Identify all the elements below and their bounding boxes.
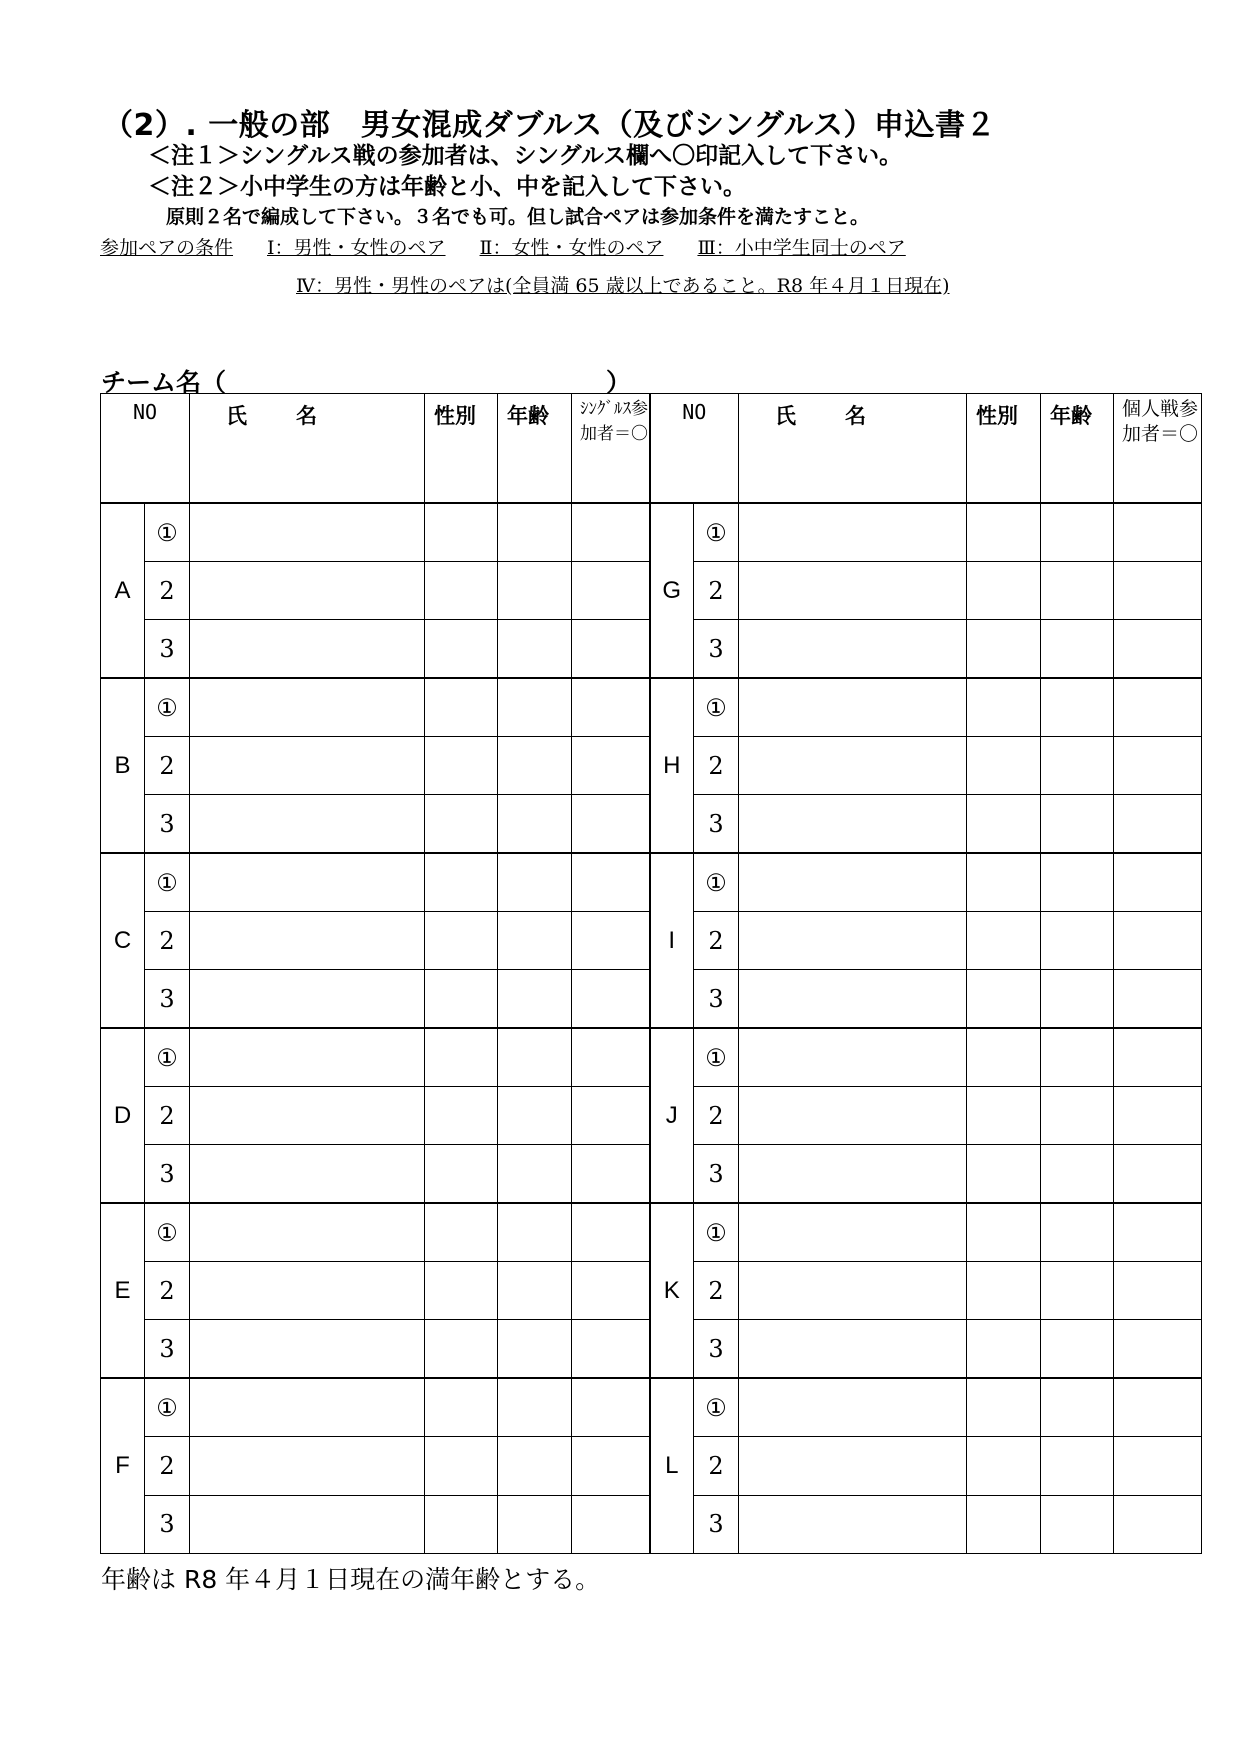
member-number: ① bbox=[145, 1203, 190, 1261]
name-cell[interactable] bbox=[190, 1262, 425, 1320]
member-number: 2 bbox=[145, 562, 190, 620]
pair-conditions bbox=[100, 233, 906, 260]
age-cell[interactable] bbox=[498, 970, 572, 1028]
header-name-left: 氏 名 bbox=[190, 394, 425, 504]
gender-cell[interactable] bbox=[967, 853, 1041, 911]
individual-cell[interactable] bbox=[1114, 1495, 1202, 1554]
singles-cell[interactable] bbox=[572, 853, 650, 911]
header-no-left: NO bbox=[101, 394, 190, 504]
member-number: 3 bbox=[694, 620, 739, 678]
individual-cell[interactable] bbox=[1114, 795, 1202, 853]
singles-cell[interactable] bbox=[572, 970, 650, 1028]
age-cell[interactable] bbox=[498, 795, 572, 853]
name-cell[interactable] bbox=[190, 1495, 425, 1554]
conditions-label: 参加ペアの条件 bbox=[100, 237, 234, 259]
individual-cell[interactable] bbox=[1114, 737, 1202, 795]
singles-cell[interactable] bbox=[572, 1145, 650, 1203]
age-cell[interactable] bbox=[498, 1495, 572, 1554]
individual-cell[interactable] bbox=[1114, 1262, 1202, 1320]
individual-cell[interactable] bbox=[1114, 1028, 1202, 1086]
age-cell[interactable] bbox=[498, 912, 572, 970]
member-number: 2 bbox=[145, 1262, 190, 1320]
singles-cell[interactable] bbox=[572, 1262, 650, 1320]
member-number: 2 bbox=[694, 1437, 739, 1495]
gender-cell[interactable] bbox=[425, 678, 498, 736]
gender-cell[interactable] bbox=[967, 737, 1041, 795]
age-cell[interactable] bbox=[498, 503, 572, 561]
name-cell[interactable] bbox=[739, 678, 967, 736]
form-title: （2）. 一般の部 男女混成ダブルス（及びシングルス）申込書２ bbox=[103, 108, 996, 143]
age-cell[interactable] bbox=[498, 1437, 572, 1495]
age-cell[interactable] bbox=[1041, 1087, 1114, 1145]
age-cell[interactable] bbox=[498, 1087, 572, 1145]
name-cell[interactable] bbox=[190, 678, 425, 736]
table-row bbox=[101, 1203, 1202, 1261]
member-number: 2 bbox=[694, 1262, 739, 1320]
age-cell[interactable] bbox=[498, 678, 572, 736]
gender-cell[interactable] bbox=[425, 1378, 498, 1436]
gender-cell[interactable] bbox=[425, 1320, 498, 1378]
group-label-left: D bbox=[101, 1028, 145, 1203]
member-number: 3 bbox=[694, 795, 739, 853]
member-number: ① bbox=[694, 503, 739, 561]
age-cell[interactable] bbox=[1041, 1262, 1114, 1320]
member-number: 3 bbox=[145, 1495, 190, 1554]
name-cell[interactable] bbox=[739, 1495, 967, 1554]
age-cell[interactable] bbox=[1041, 1028, 1114, 1086]
name-cell[interactable] bbox=[190, 1320, 425, 1378]
member-number: ① bbox=[145, 678, 190, 736]
name-cell[interactable] bbox=[190, 620, 425, 678]
name-cell[interactable] bbox=[739, 1203, 967, 1261]
age-cell[interactable] bbox=[498, 1028, 572, 1086]
singles-cell[interactable] bbox=[572, 1378, 650, 1436]
member-number: ① bbox=[145, 1028, 190, 1086]
name-cell[interactable] bbox=[190, 737, 425, 795]
entry-table bbox=[100, 393, 1202, 1554]
condition-iv: Ⅳ：男性・男性のペアは(全員満 65 歳以上であること。R8 年４月１日現在) bbox=[296, 275, 950, 297]
age-cell[interactable] bbox=[1041, 795, 1114, 853]
note-3: 原則２名で編成して下さい。３名でも可。但し試合ペアは参加条件を満たすこと。 bbox=[166, 206, 870, 228]
name-cell[interactable] bbox=[739, 1028, 967, 1086]
condition-i: Ⅰ：男性・女性のペア bbox=[267, 237, 446, 259]
gender-cell[interactable] bbox=[425, 1495, 498, 1554]
member-number: 2 bbox=[694, 562, 739, 620]
group-label-right: I bbox=[650, 853, 694, 1028]
name-cell[interactable] bbox=[190, 912, 425, 970]
name-cell[interactable] bbox=[739, 737, 967, 795]
age-cell[interactable] bbox=[1041, 970, 1114, 1028]
singles-cell[interactable] bbox=[572, 562, 650, 620]
gender-cell[interactable] bbox=[425, 1437, 498, 1495]
gender-cell[interactable] bbox=[967, 1437, 1041, 1495]
gender-cell[interactable] bbox=[425, 1145, 498, 1203]
individual-cell[interactable] bbox=[1114, 1087, 1202, 1145]
group-label-left: A bbox=[101, 503, 145, 678]
member-number: 2 bbox=[694, 1087, 739, 1145]
table-header-row bbox=[101, 394, 1202, 504]
gender-cell[interactable] bbox=[967, 503, 1041, 561]
member-number: ① bbox=[145, 1378, 190, 1436]
name-cell[interactable] bbox=[190, 1203, 425, 1261]
singles-cell[interactable] bbox=[572, 503, 650, 561]
group-label-right: H bbox=[650, 678, 694, 853]
age-cell[interactable] bbox=[498, 562, 572, 620]
name-cell[interactable] bbox=[739, 795, 967, 853]
singles-cell[interactable] bbox=[572, 1028, 650, 1086]
individual-cell[interactable] bbox=[1114, 562, 1202, 620]
group-label-right: L bbox=[650, 1378, 694, 1553]
age-cell[interactable] bbox=[498, 1203, 572, 1261]
individual-cell[interactable] bbox=[1114, 853, 1202, 911]
age-cell[interactable] bbox=[1041, 853, 1114, 911]
age-cell[interactable] bbox=[1041, 1203, 1114, 1261]
gender-cell[interactable] bbox=[425, 1262, 498, 1320]
table-row bbox=[101, 503, 1202, 561]
member-number: 3 bbox=[145, 1320, 190, 1378]
gender-cell[interactable] bbox=[425, 562, 498, 620]
name-cell[interactable] bbox=[739, 912, 967, 970]
age-cell[interactable] bbox=[1041, 1145, 1114, 1203]
table-row bbox=[101, 678, 1202, 736]
name-cell[interactable] bbox=[739, 1145, 967, 1203]
group-label-left: B bbox=[101, 678, 145, 853]
note-1: ＜注１＞シングルス戦の参加者は、シングルス欄へ〇印記入して下さい。 bbox=[148, 143, 903, 169]
member-number: 3 bbox=[694, 1495, 739, 1554]
name-cell[interactable] bbox=[190, 970, 425, 1028]
name-cell[interactable] bbox=[739, 620, 967, 678]
age-cell[interactable] bbox=[1041, 562, 1114, 620]
age-cell[interactable] bbox=[498, 1262, 572, 1320]
singles-cell[interactable] bbox=[572, 1320, 650, 1378]
header-name-right: 氏 名 bbox=[739, 394, 967, 504]
member-number: 3 bbox=[145, 970, 190, 1028]
header-gender-right: 性別 bbox=[967, 394, 1041, 504]
gender-cell[interactable] bbox=[967, 620, 1041, 678]
name-cell[interactable] bbox=[739, 970, 967, 1028]
group-label-right: G bbox=[650, 503, 694, 678]
member-number: 2 bbox=[145, 737, 190, 795]
team-name-close: ） bbox=[606, 368, 632, 397]
gender-cell[interactable] bbox=[967, 1145, 1041, 1203]
name-cell[interactable] bbox=[190, 1145, 425, 1203]
age-cell[interactable] bbox=[498, 1378, 572, 1436]
age-cell[interactable] bbox=[1041, 1437, 1114, 1495]
singles-cell[interactable] bbox=[572, 795, 650, 853]
gender-cell[interactable] bbox=[425, 912, 498, 970]
member-number: 2 bbox=[145, 1437, 190, 1495]
gender-cell[interactable] bbox=[967, 1495, 1041, 1554]
gender-cell[interactable] bbox=[425, 737, 498, 795]
age-cell[interactable] bbox=[1041, 1495, 1114, 1554]
name-cell[interactable] bbox=[739, 1087, 967, 1145]
name-cell[interactable] bbox=[739, 503, 967, 561]
header-no-right: NO bbox=[650, 394, 739, 504]
gender-cell[interactable] bbox=[425, 853, 498, 911]
individual-cell[interactable] bbox=[1114, 1145, 1202, 1203]
group-label-left: F bbox=[101, 1378, 145, 1553]
gender-cell[interactable] bbox=[967, 1028, 1041, 1086]
gender-cell[interactable] bbox=[967, 795, 1041, 853]
member-number: ① bbox=[694, 853, 739, 911]
gender-cell[interactable] bbox=[425, 795, 498, 853]
singles-cell[interactable] bbox=[572, 1087, 650, 1145]
gender-cell[interactable] bbox=[425, 970, 498, 1028]
individual-cell[interactable] bbox=[1114, 503, 1202, 561]
member-number: 3 bbox=[145, 795, 190, 853]
name-cell[interactable] bbox=[190, 795, 425, 853]
gender-cell[interactable] bbox=[425, 1087, 498, 1145]
gender-cell[interactable] bbox=[425, 620, 498, 678]
member-number: ① bbox=[145, 503, 190, 561]
age-footnote: 年齢は R8 年４月１日現在の満年齢とする。 bbox=[101, 1565, 601, 1594]
member-number: ① bbox=[694, 678, 739, 736]
table-row bbox=[101, 1378, 1202, 1436]
age-cell[interactable] bbox=[498, 737, 572, 795]
gender-cell[interactable] bbox=[967, 1378, 1041, 1436]
age-cell[interactable] bbox=[498, 1320, 572, 1378]
gender-cell[interactable] bbox=[967, 678, 1041, 736]
condition-ii: Ⅱ：女性・女性のペア bbox=[479, 237, 664, 259]
name-cell[interactable] bbox=[190, 1087, 425, 1145]
gender-cell[interactable] bbox=[425, 1028, 498, 1086]
member-number: 3 bbox=[145, 1145, 190, 1203]
header-age-left: 年齢 bbox=[498, 394, 572, 504]
member-number: 2 bbox=[694, 737, 739, 795]
member-number: ① bbox=[694, 1203, 739, 1261]
member-number: ① bbox=[694, 1378, 739, 1436]
team-name-label: チーム名（ bbox=[101, 368, 227, 397]
singles-cell[interactable] bbox=[572, 678, 650, 736]
individual-cell[interactable] bbox=[1114, 912, 1202, 970]
gender-cell[interactable] bbox=[967, 1087, 1041, 1145]
member-number: 3 bbox=[694, 1145, 739, 1203]
singles-cell[interactable] bbox=[572, 620, 650, 678]
name-cell[interactable] bbox=[739, 1320, 967, 1378]
group-label-left: C bbox=[101, 853, 145, 1028]
name-cell[interactable] bbox=[190, 1437, 425, 1495]
name-cell[interactable] bbox=[190, 853, 425, 911]
individual-cell[interactable] bbox=[1114, 970, 1202, 1028]
gender-cell[interactable] bbox=[425, 1203, 498, 1261]
group-label-right: K bbox=[650, 1203, 694, 1378]
table-row bbox=[101, 853, 1202, 911]
name-cell[interactable] bbox=[190, 503, 425, 561]
gender-cell[interactable] bbox=[967, 970, 1041, 1028]
gender-cell[interactable] bbox=[967, 1262, 1041, 1320]
gender-cell[interactable] bbox=[425, 503, 498, 561]
individual-cell[interactable] bbox=[1114, 678, 1202, 736]
age-cell[interactable] bbox=[1041, 678, 1114, 736]
gender-cell[interactable] bbox=[967, 912, 1041, 970]
age-cell[interactable] bbox=[1041, 737, 1114, 795]
member-number: 2 bbox=[694, 912, 739, 970]
individual-cell[interactable] bbox=[1114, 1378, 1202, 1436]
name-cell[interactable] bbox=[190, 562, 425, 620]
group-label-left: E bbox=[101, 1203, 145, 1378]
header-individual: 個人戦参加者＝〇 bbox=[1114, 394, 1202, 504]
note-2: ＜注２＞小中学生の方は年齢と小、中を記入して下さい。 bbox=[148, 174, 746, 200]
singles-cell[interactable] bbox=[572, 1495, 650, 1554]
member-number: 3 bbox=[694, 970, 739, 1028]
member-number: ① bbox=[694, 1028, 739, 1086]
individual-cell[interactable] bbox=[1114, 1437, 1202, 1495]
member-number: 2 bbox=[145, 1087, 190, 1145]
individual-cell[interactable] bbox=[1114, 1203, 1202, 1261]
condition-iii: Ⅲ：小中学生同士のペア bbox=[697, 237, 906, 259]
age-cell[interactable] bbox=[1041, 620, 1114, 678]
name-cell[interactable] bbox=[739, 1378, 967, 1436]
singles-cell[interactable] bbox=[572, 1203, 650, 1261]
header-singles: ｼﾝｸﾞﾙｽ参加者＝〇 bbox=[572, 394, 650, 504]
member-number: ① bbox=[145, 853, 190, 911]
name-cell[interactable] bbox=[739, 853, 967, 911]
singles-cell[interactable] bbox=[572, 737, 650, 795]
member-number: 2 bbox=[145, 912, 190, 970]
age-cell[interactable] bbox=[1041, 503, 1114, 561]
individual-cell[interactable] bbox=[1114, 620, 1202, 678]
header-gender-left: 性別 bbox=[425, 394, 498, 504]
singles-cell[interactable] bbox=[572, 912, 650, 970]
header-age-right: 年齢 bbox=[1041, 394, 1114, 504]
age-cell[interactable] bbox=[1041, 1378, 1114, 1436]
group-label-right: J bbox=[650, 1028, 694, 1203]
member-number: 3 bbox=[145, 620, 190, 678]
member-number: 3 bbox=[694, 1320, 739, 1378]
name-cell[interactable] bbox=[739, 1437, 967, 1495]
age-cell[interactable] bbox=[498, 853, 572, 911]
individual-cell[interactable] bbox=[1114, 1320, 1202, 1378]
name-cell[interactable] bbox=[739, 1262, 967, 1320]
table-row bbox=[101, 1028, 1202, 1086]
gender-cell[interactable] bbox=[967, 562, 1041, 620]
age-cell[interactable] bbox=[498, 1145, 572, 1203]
age-cell[interactable] bbox=[1041, 1320, 1114, 1378]
age-cell[interactable] bbox=[498, 620, 572, 678]
name-cell[interactable] bbox=[739, 562, 967, 620]
gender-cell[interactable] bbox=[967, 1203, 1041, 1261]
age-cell[interactable] bbox=[1041, 912, 1114, 970]
name-cell[interactable] bbox=[190, 1028, 425, 1086]
gender-cell[interactable] bbox=[967, 1320, 1041, 1378]
singles-cell[interactable] bbox=[572, 1437, 650, 1495]
name-cell[interactable] bbox=[190, 1378, 425, 1436]
